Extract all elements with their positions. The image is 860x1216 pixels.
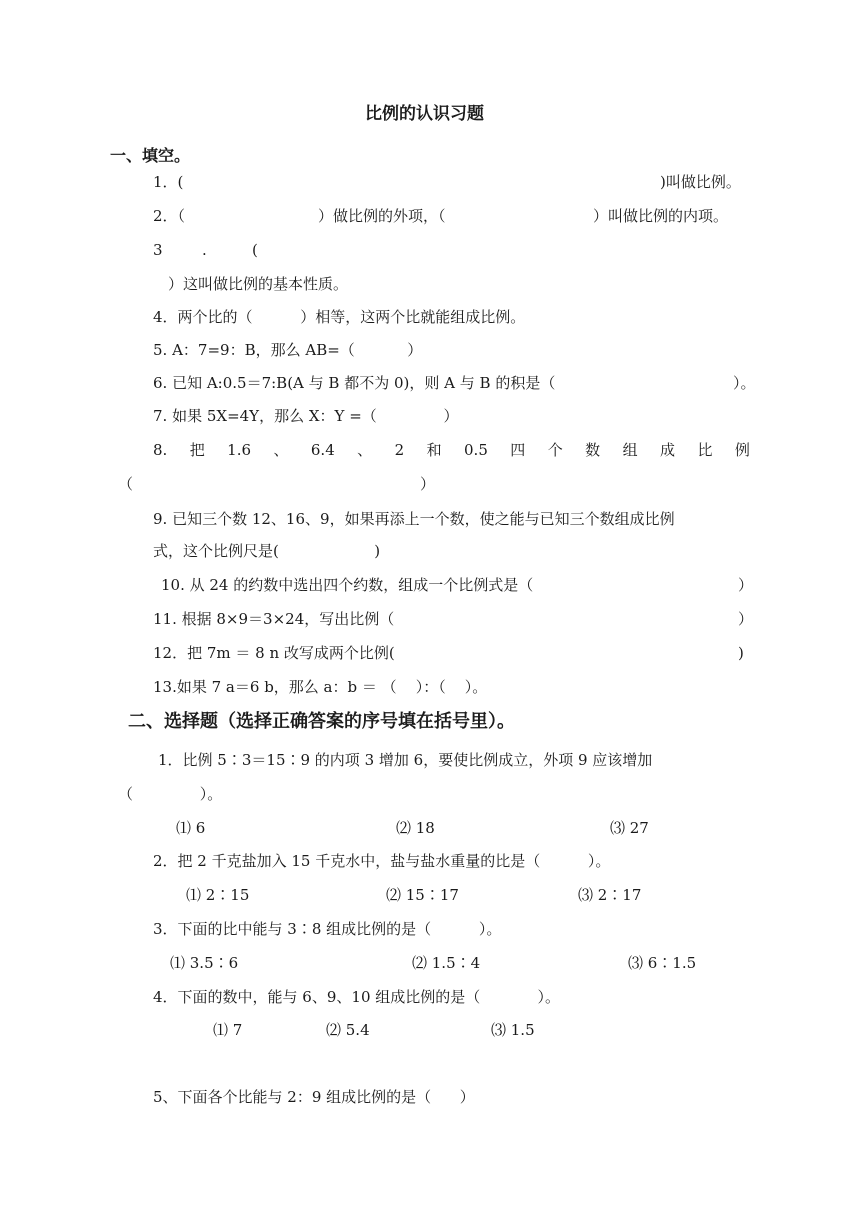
page-title: 比例的认识习题	[365, 104, 484, 124]
question-8-word: 、	[357, 441, 373, 459]
question-text: 4．下面的数中，能与 6、9、10 组成比例的是（ ）。	[153, 988, 560, 1006]
question-text: ）	[738, 610, 754, 628]
question-text: .	[202, 241, 207, 259]
question-8-word: 、	[273, 441, 289, 459]
option: ⑵ 18	[396, 819, 435, 837]
question-4: 4．两个比的（ ）相等，这两个比就能组成比例。	[153, 308, 526, 326]
section-heading-multiple-choice: 二、选择题（选择正确答案的序号填在括号里）。	[128, 711, 515, 732]
question-8-word: 个	[547, 441, 563, 459]
question-7: 7. 如果 5X=4Y，那么 X：Y =（ ）	[153, 407, 459, 425]
question-8-word: 把	[189, 441, 205, 459]
question-text: )	[738, 644, 744, 662]
question-text: ）。	[733, 374, 756, 392]
section-heading-fill-blank: 一、填空。	[110, 146, 191, 165]
question-5: 5. A：7=9：B，那么 AB=（ ）	[153, 341, 423, 359]
option: ⑴ 2∶15	[186, 886, 250, 904]
question-8-word: 0.5	[464, 441, 488, 459]
option: ⑴ 7	[213, 1021, 243, 1039]
question-text: ）	[738, 576, 754, 594]
option: ⑵ 1.5∶4	[412, 954, 481, 972]
question-text: （	[118, 475, 134, 493]
question-text: )叫做比例。	[660, 173, 741, 191]
question-8-word: 比	[697, 441, 713, 459]
option: ⑶ 27	[610, 819, 649, 837]
question-text: 9. 已知三个数 12、16、9，如果再添上一个数，使之能与已知三个数组成比例	[153, 510, 675, 528]
option: ⑵ 15∶17	[386, 886, 459, 904]
option: ⑴ 6	[176, 819, 206, 837]
option: ⑴ 3.5∶6	[170, 954, 239, 972]
option: ⑵ 5.4	[326, 1021, 370, 1039]
question-text: 11. 根据 8×9＝3×24，写出比例（	[153, 610, 395, 628]
question-text: （ ）。	[118, 785, 223, 803]
question-13: 13.如果 7 a＝6 b，那么 a：b ＝ （ ）：（ ）。	[153, 678, 488, 696]
question-8-word: 组	[622, 441, 638, 459]
question-8-word: 例	[734, 441, 750, 459]
question-text: ）	[420, 475, 436, 493]
question-8-word: 6.4	[310, 441, 335, 459]
question-8-line	[153, 440, 750, 460]
question-8-word: 和	[426, 441, 442, 459]
question-8-word: 1.6	[227, 441, 252, 459]
question-8-word: 成	[660, 441, 676, 459]
question-text: 1．比例 5∶3＝15∶9 的内项 3 增加 6，要使比例成立，外项 9 应该增加	[158, 751, 653, 769]
question-text: 6. 已知 A:0.5＝7:B(A 与 B 都不为 0)，则 A 与 B 的积是（	[153, 374, 556, 392]
question-text: 3．下面的比中能与 3∶8 组成比例的是（ ）。	[153, 920, 502, 938]
question-text: (	[252, 241, 258, 259]
question-8-word: 数	[585, 441, 601, 459]
question-8-word: 2	[394, 441, 405, 459]
question-number: 3	[153, 241, 163, 259]
option: ⑶ 6∶1.5	[628, 954, 697, 972]
option: ⑶ 2∶17	[578, 886, 642, 904]
question-text: 1．(	[153, 173, 184, 191]
question-text: ）这叫做比例的基本性质。	[168, 275, 349, 293]
question-text: 2．（	[153, 207, 186, 225]
option: ⑶ 1.5	[491, 1021, 535, 1039]
question-text: ）叫做比例的内项。	[593, 207, 729, 225]
question-text: 10. 从 24 的约数中选出四个约数，组成一个比例式是（	[161, 576, 534, 594]
question-8-word: 四	[510, 441, 526, 459]
question-text: ）做比例的外项，（	[318, 207, 446, 225]
question-text: 式，这个比例尺是( )	[153, 542, 381, 560]
choice-question-5: 5、下面各个比能与 2：9 组成比例的是（ ）	[153, 1088, 475, 1106]
question-text: 12．把 7m ＝ 8 n 改写成两个比例(	[153, 644, 395, 662]
question-text: 2．把 2 千克盐加入 15 千克水中，盐与盐水重量的比是（ ）。	[153, 852, 611, 870]
question-8-word: 8.	[153, 441, 168, 459]
